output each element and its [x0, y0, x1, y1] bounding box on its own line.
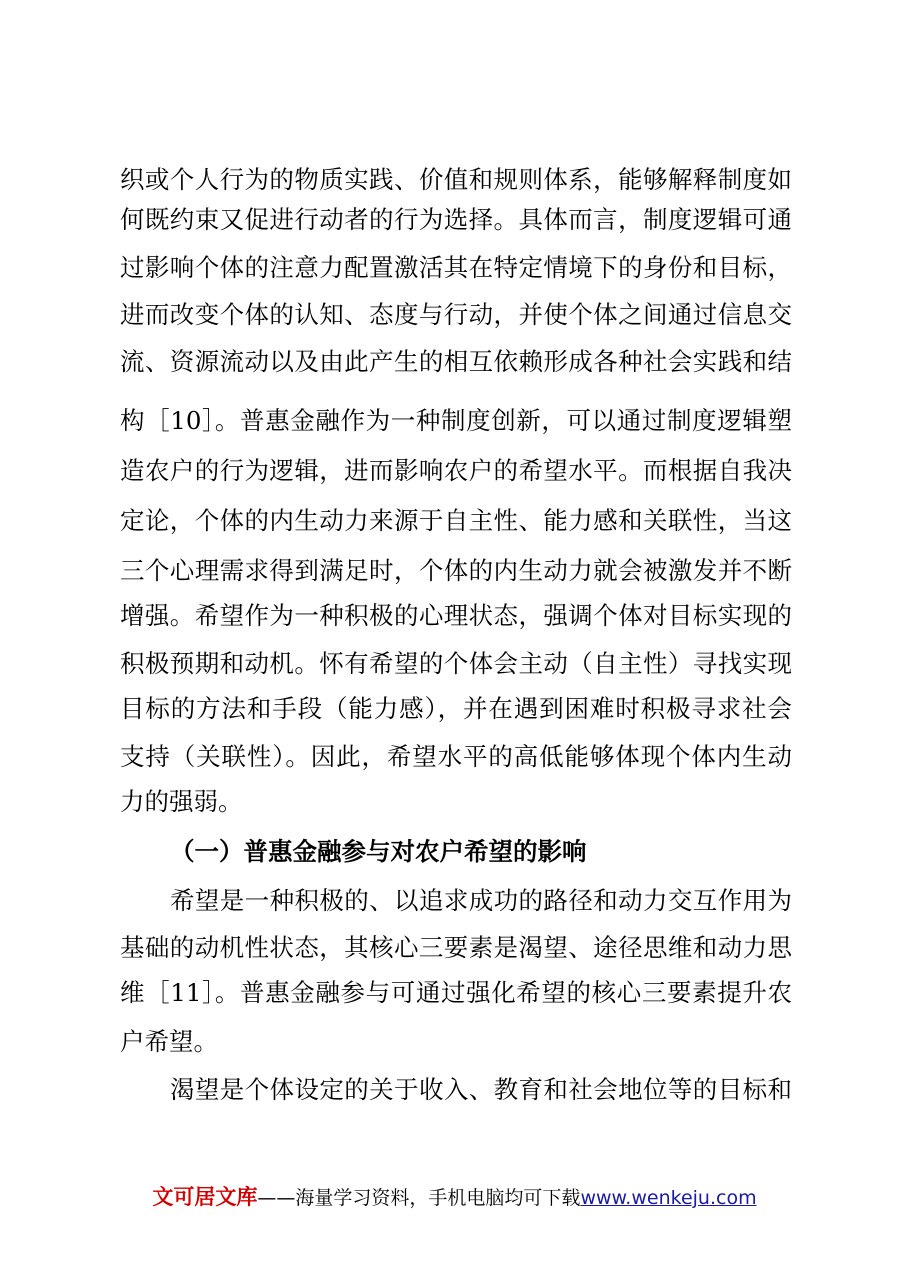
body-line: 渴望是个体设定的关于收入、教育和社会地位等的目标和 — [170, 1075, 792, 1104]
body-line: 过影响个体的注意力配置激活其在特定情境下的身份和目标， — [120, 253, 792, 282]
body-line: 进而改变个体的认知、态度与行动，并使个体之间通过信息交 — [120, 300, 792, 329]
body-line: 维［11］。普惠金融参与可通过强化希望的核心三要素提升农 — [120, 978, 792, 1007]
body-line: 增强。希望作为一种积极的心理状态，强调个体对目标实现的 — [120, 601, 792, 630]
footer-link[interactable]: www.wenkeju.com — [580, 1187, 757, 1209]
body-line: 希望是一种积极的、以追求成功的路径和动力交互作用为 — [170, 886, 792, 915]
body-line: 构［10］。普惠金融作为一种制度创新，可以通过制度逻辑塑 — [120, 406, 792, 435]
body-line: 三个心理需求得到满足时，个体的内生动力就会被激发并不断 — [120, 556, 792, 585]
body-line: 支持（关联性）。因此，希望水平的高低能够体现个体内生动 — [120, 742, 792, 771]
body-line: 基础的动机性状态，其核心三要素是渴望、途径思维和动力思 — [120, 933, 792, 962]
body-line: 目标的方法和手段（能力感），并在遇到困难时积极寻求社会 — [120, 694, 792, 723]
body-line: 何既约束又促进行动者的行为选择。具体而言，制度逻辑可通 — [120, 205, 792, 234]
body-line: 积极预期和动机。怀有希望的个体会主动（自主性）寻找实现 — [120, 649, 792, 678]
section-heading: （一）普惠金融参与对农户希望的影响 — [170, 837, 587, 866]
body-line: 定论，个体的内生动力来源于自主性、能力感和关联性，当这 — [120, 506, 792, 535]
body-line: 造农户的行为逻辑，进而影响农户的希望水平。而根据自我决 — [120, 456, 792, 485]
footer-brand: 文可居文库 — [152, 1185, 258, 1209]
footer-banner — [0, 1180, 909, 1214]
footer-tagline: ——海量学习资料，手机电脑均可下载 — [257, 1187, 581, 1209]
body-line: 力的强弱。 — [120, 787, 243, 816]
body-line: 流、资源流动以及由此产生的相互依赖形成各种社会实践和结 — [120, 347, 792, 376]
body-line: 户希望。 — [120, 1027, 218, 1056]
body-line: 织或个人行为的物质实践、价值和规则体系，能够解释制度如 — [120, 165, 792, 194]
